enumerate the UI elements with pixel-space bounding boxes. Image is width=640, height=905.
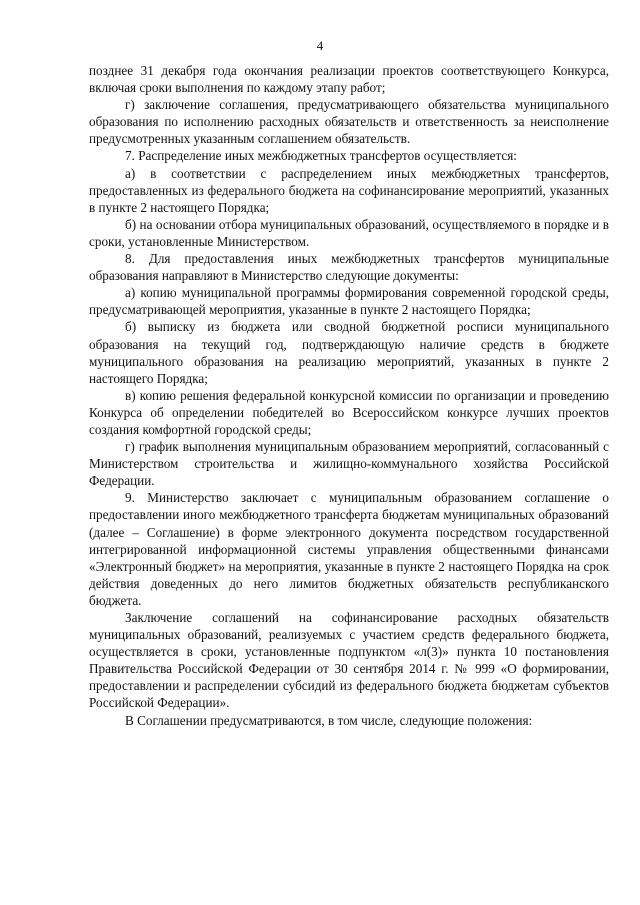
paragraph: 9. Министерство заключает с муниципальным образованием соглашение о предоставлении иного межбюджетного трансферта бюджетам муниципальных образований (далее – Соглашение) в форме электронного документа посредством государственной интегрированной информационной системы управления общественными финансами «Электронный бюджет» на мероприятия, указанные в пункте 2 настоящего Порядка на срок действия доведенных до него лимитов бюджетных обязательств республиканского бюджета.: [89, 490, 609, 608]
paragraph: 7. Распределение иных межбюджетных трансфертов осуществляется:: [125, 148, 517, 164]
paragraph: 8. Для предоставления иных межбюджетных трансфертов муниципальные образования направляют в Министерство следующие документы:: [89, 251, 609, 284]
page-number: 4: [316, 38, 324, 53]
document-body: [89, 62, 609, 729]
paragraph: б) на основании отбора муниципальных образований, осуществляемого в порядке и в сроки, установленные Министерством.: [89, 216, 609, 249]
paragraph: а) копию муниципальной программы формирования современной городской среды, предусматривающей мероприятия, указанные в пункте 2 настоящего Порядка;: [89, 285, 609, 318]
paragraph: В Соглашении предусматриваются, в том числе, следующие положения:: [125, 712, 533, 728]
paragraph: г) график выполнения муниципальным образованием мероприятий, согласованный с Министерством строительства и жилищно-коммунального хозяйства Российской Федерации.: [89, 439, 609, 489]
paragraph: в) копию решения федеральной конкурсной комиссии по организации и проведению Конкурса об определении победителей во Всероссийском конкурсе лучших проектов создания комфортной городской среды;: [89, 387, 609, 437]
paragraph: б) выписку из бюджета или сводной бюджетной росписи муниципального образования на текущий год, подтверждающую наличие средств в бюджете муниципального образования на реализацию мероприятий, указанных в пункте 2 настоящего Порядка;: [89, 319, 609, 386]
paragraph: а) в соответствии с распределением иных межбюджетных трансфертов, предоставленных из федерального бюджета на софинансирование мероприятий, указанных в пункте 2 настоящего Порядка;: [89, 165, 609, 215]
paragraph: Заключение соглашений на софинансирование расходных обязательств муниципальных образований, реализуемых с участием средств федерального бюджета, осуществляется в сроки, установленные подпунктом «л(3)» пункта 10 постановления Правительства Российской Федерации от 30 сентября 2014 г. № 999 «О формировании, предоставлении и распределении субсидий из федерального бюджета бюджетам субъектов Российской Федерации».: [89, 610, 609, 711]
paragraph: г) заключение соглашения, предусматривающего обязательства муниципального образования по исполнению расходных обязательств и ответственность за неисполнение предусмотренных указанным соглашением обязательств.: [89, 97, 609, 147]
paragraph: позднее 31 декабря года окончания реализации проектов соответствующего Конкурса, включая сроки выполнения по каждому этапу работ;: [89, 63, 609, 96]
